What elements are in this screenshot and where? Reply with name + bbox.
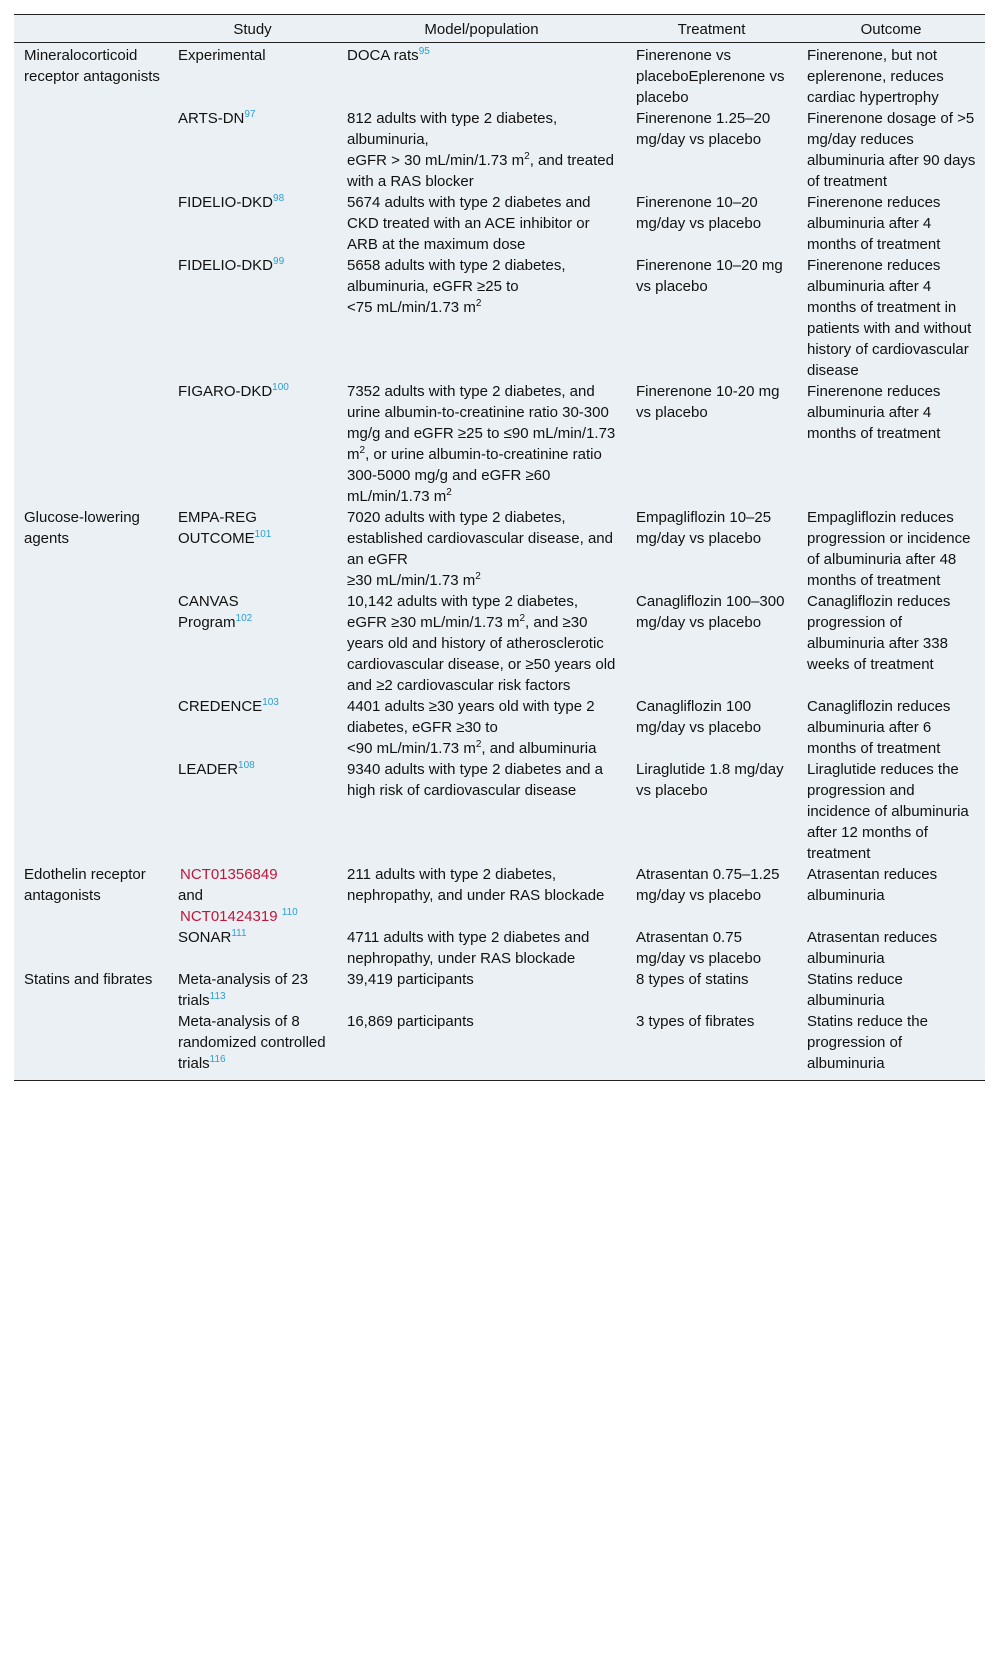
citation-ref[interactable]: 110 (281, 907, 298, 918)
citation-ref[interactable]: 98 (273, 193, 285, 204)
group-label: Statins and fibrates (24, 971, 153, 988)
citation-ref[interactable]: 113 (209, 991, 226, 1002)
header-outcome: Outcome (797, 15, 985, 43)
table-row (14, 969, 985, 1011)
header-treatment: Treatment (626, 15, 797, 43)
trial-link[interactable]: NCT01424319 (180, 908, 278, 925)
model-cell: 39,419 participants (347, 971, 474, 988)
table-row (14, 1011, 985, 1081)
group-label-empty (14, 108, 168, 192)
data-table (14, 14, 985, 1081)
study-cell: ARTS-DN$^{97}$ (178, 109, 256, 127)
model-cell: DOCA rats$^{95}$ (347, 46, 430, 64)
model-cell: 7352 adults with type 2 diabetes, and urine albumin-to-creatinine ratio 30-300 mg/g and eGFR ≥25 to ≤90 mL/min/1.73 $m^2$, or urine albumin-to-creatinine ratio 300-5000 mg/g and eGFR ≥60 mL/min/1.73 $m^2$ (347, 383, 616, 505)
outcome-cell: Canagliflozin reduces progression of albuminuria after 338 weeks of treatment (807, 593, 951, 673)
treatment-cell: 3 types of fibrates (626, 1011, 797, 1081)
header-blank (14, 15, 168, 43)
table-row (14, 759, 985, 864)
model-cell: 5658 adults with type 2 diabetes, albuminuria, eGFR ≥25 to <75 mL/min/1.73 $m^2$ (347, 257, 566, 316)
citation-ref[interactable]: 97 (244, 109, 256, 120)
outcome-cell: Finerenone reduces albuminuria after 4 months of treatment in patients with and without history of cardiovascular disease (807, 257, 972, 379)
study-cell: Experimental (178, 47, 266, 64)
citation-ref[interactable]: 95 (418, 46, 430, 57)
model-cell: 10,142 adults with type 2 diabetes, eGFR ≥30 mL/min/1.73 $m^2$, and ≥30 years old and history of atherosclerotic cardiovascular disease, or ≥50 years old and ≥2 cardiovascular risk factors (347, 593, 616, 694)
model-cell: 4711 adults with type 2 diabetes and nephropathy, under RAS blockade (347, 929, 590, 967)
citation-ref[interactable]: 101 (254, 529, 272, 540)
table-row (14, 43, 985, 109)
group-label-empty (14, 591, 168, 696)
treatment-cell: Canagliflozin 100–300 mg/day vs placebo (636, 593, 785, 631)
outcome-cell: Statins reduce the progression of albuminuria (797, 1011, 985, 1081)
header-study: Study (168, 15, 337, 43)
study-cell: FIGARO-DKD$^{100}$ (178, 382, 289, 400)
model-cell: 211 adults with type 2 diabetes, nephropathy, and under RAS blockade (347, 866, 605, 904)
study-cell: FIDELIO-DKD$^{98}$ (178, 193, 285, 211)
outcome-cell: Atrasentan reduces albuminuria (807, 929, 938, 967)
group-label: Glucose-lowering agents (24, 509, 140, 547)
study-cell: CREDENCE$^{103}$ (178, 697, 279, 715)
outcome-cell: Empagliflozin reduces progression or incidence of albuminuria after 48 months of treatment (807, 509, 971, 589)
group-label-empty (14, 696, 168, 759)
table-row (14, 864, 985, 927)
citation-ref[interactable]: 102 (235, 613, 253, 624)
treatment-cell: Empagliflozin 10–25 mg/day vs placebo (636, 509, 772, 547)
study-cell: SONAR$^{111}$ (178, 928, 247, 946)
model-cell: 16,869 participants (337, 1011, 626, 1081)
study-cell: CANVAS Program$^{102}$ (178, 593, 253, 631)
table-row (14, 192, 985, 255)
table-row (14, 696, 985, 759)
study-cell: FIDELIO-DKD$^{99}$ (178, 256, 285, 274)
citation-ref[interactable]: 103 (262, 697, 279, 708)
outcome-cell: Statins reduce albuminuria (807, 971, 903, 1009)
model-cell: 9340 adults with type 2 diabetes and a high risk of cardiovascular disease (347, 761, 604, 799)
treatment-cell: Finerenone 10–20 mg vs placebo (636, 257, 783, 295)
outcome-cell: Finerenone reduces albuminuria after 4 months of treatment (807, 194, 941, 253)
group-label-empty (14, 1011, 168, 1081)
model-cell: 4401 adults ≥30 years old with type 2 diabetes, eGFR ≥30 to <90 mL/min/1.73 $m^2$, and albuminuria (347, 698, 597, 757)
table-row (14, 255, 985, 381)
group-label: Edothelin receptor antagonists (24, 866, 146, 904)
model-cell: 5674 adults with type 2 diabetes and CKD treated with an ACE inhibitor or ARB at the maximum dose (347, 194, 591, 253)
header-row (14, 15, 985, 43)
outcome-cell: Liraglutide reduces the progression and incidence of albuminuria after 12 months of treatment (807, 761, 969, 862)
trial-link[interactable]: NCT01356849 (180, 866, 278, 883)
outcome-cell: Finerenone reduces albuminuria after 4 months of treatment (807, 383, 941, 442)
citation-ref[interactable]: 111 (231, 928, 247, 939)
treatment-cell: Finerenone vs placeboEplerenone vs placebo (636, 47, 785, 106)
header-model-population: Model/population (337, 15, 626, 43)
treatment-cell: Finerenone 1.25–20 mg/day vs placebo (636, 110, 771, 148)
outcome-cell: Finerenone dosage of >5 mg/day reduces albuminuria after 90 days of treatment (807, 110, 976, 190)
group-label-empty (14, 255, 168, 381)
study-cell: LEADER$^{108}$ (178, 760, 255, 778)
study-cell: NCT01356849 and NCT01424319 $^{110}$ (178, 866, 298, 925)
study-cell: Meta-analysis of 8 randomized controlled trials$^{116}$ (168, 1011, 337, 1081)
treatment-cell: Atrasentan 0.75–1.25 mg/day vs placebo (636, 866, 780, 904)
outcome-cell: Canagliflozin reduces albuminuria after 6 months of treatment (807, 698, 951, 757)
outcome-cell: Finerenone, but not eplerenone, reduces cardiac hypertrophy (807, 47, 944, 106)
model-cell: 7020 adults with type 2 diabetes, established cardiovascular disease, and an eGFR ≥30 mL/min/1.73 $m^2$ (347, 509, 613, 589)
model-cell: 812 adults with type 2 diabetes, albuminuria, eGFR > 30 mL/min/1.73 $m^2$, and treated with a RAS blocker (347, 110, 614, 190)
study-cell: Meta-analysis of 23 trials$^{113}$ (178, 971, 309, 1009)
table-row (14, 591, 985, 696)
treatment-cell: Finerenone 10–20 mg/day vs placebo (636, 194, 762, 232)
citation-ref[interactable]: 116 (209, 1054, 226, 1065)
group-label-empty (14, 192, 168, 255)
outcome-cell: Atrasentan reduces albuminuria (807, 866, 938, 904)
table-row (14, 381, 985, 507)
citation-ref[interactable]: 99 (273, 256, 285, 267)
group-label-empty (14, 381, 168, 507)
treatment-cell: Atrasentan 0.75 mg/day vs placebo (636, 929, 762, 967)
treatment-cell: Canagliflozin 100 mg/day vs placebo (636, 698, 762, 736)
treatment-cell: Liraglutide 1.8 mg/day vs placebo (636, 761, 784, 799)
group-label-empty (14, 759, 168, 864)
citation-ref[interactable]: 100 (272, 382, 289, 393)
table-row (14, 927, 985, 969)
treatment-cell: Finerenone 10-20 mg vs placebo (636, 383, 780, 421)
citation-ref[interactable]: 108 (238, 760, 255, 771)
group-label-empty (14, 927, 168, 969)
table-row (14, 108, 985, 192)
study-cell: EMPA-REG OUTCOME$^{101}$ (178, 509, 272, 547)
group-label: Mineralocorticoid receptor antagonists (24, 47, 160, 85)
table-row (14, 507, 985, 591)
treatment-cell: 8 types of statins (636, 971, 749, 988)
